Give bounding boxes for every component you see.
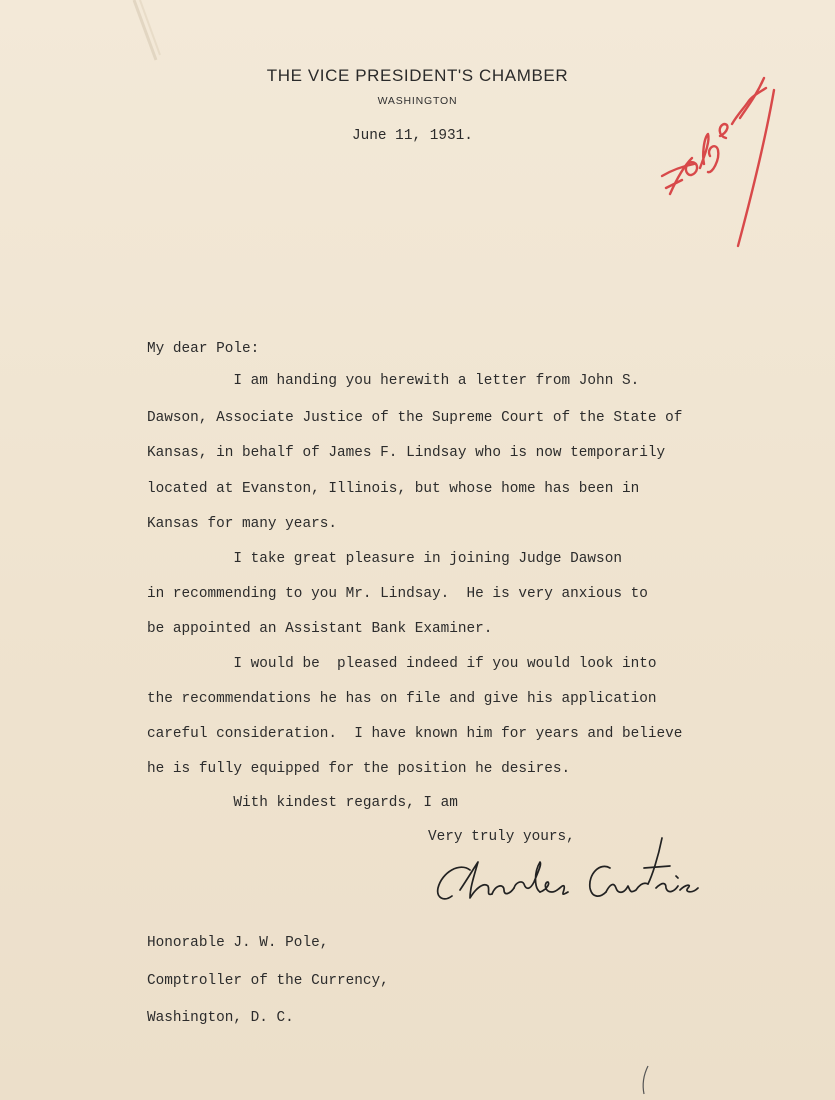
pencil-mark: [630, 1062, 660, 1100]
letter-date: June 11, 1931.: [352, 128, 473, 144]
body-line: Kansas, in behalf of James F. Lindsay who is now temporarily: [147, 445, 666, 461]
body-line: careful consideration. I have known him for years and believe: [147, 726, 683, 742]
body-line: Dawson, Associate Justice of the Supreme Court of the State of: [147, 410, 683, 426]
body-line: the recommendations he has on file and give his application: [147, 691, 657, 707]
body-line: I take great pleasure in joining Judge Dawson: [147, 551, 622, 567]
body-line: Kansas for many years.: [147, 516, 337, 532]
body-line: I would be pleased indeed if you would look into: [147, 656, 657, 672]
salutation: My dear Pole:: [147, 341, 260, 357]
letterhead-title: THE VICE PRESIDENT'S CHAMBER: [266, 66, 569, 85]
body-line: be appointed an Assistant Bank Examiner.: [147, 621, 493, 637]
body-line: located at Evanston, Illinois, but whose home has been in: [147, 481, 640, 497]
body-line: he is fully equipped for the position he desires.: [147, 761, 571, 777]
red-pencil-annotation: [648, 56, 778, 256]
closing: Very truly yours,: [428, 829, 575, 845]
body-line: I am handing you herewith a letter from John S.: [147, 373, 640, 389]
body-line: in recommending to you Mr. Lindsay. He is very anxious to: [147, 586, 648, 602]
recipient-title: Comptroller of the Currency,: [147, 973, 389, 989]
recipient-city: Washington, D. C.: [147, 1010, 294, 1026]
letterhead-city: WASHINGTON: [377, 95, 458, 107]
body-line: With kindest regards, I am: [147, 795, 458, 811]
recipient-name: Honorable J. W. Pole,: [147, 935, 329, 951]
signature: [430, 828, 760, 918]
